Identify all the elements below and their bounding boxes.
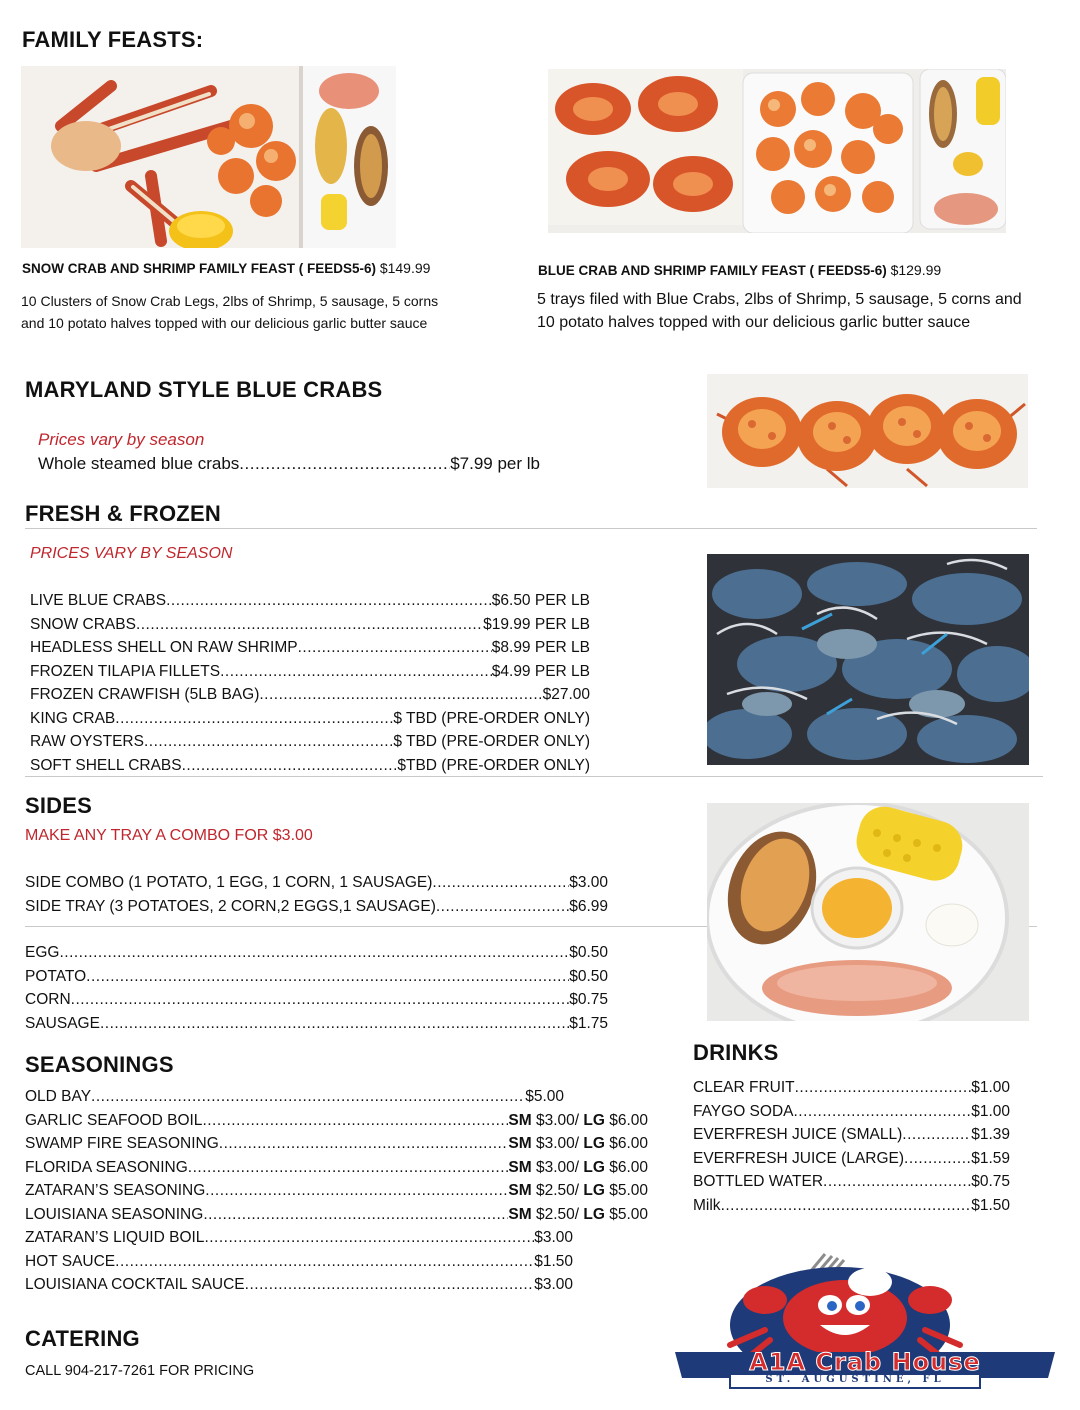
item-name: SNOW CRABS [30,615,136,633]
seasoning-row [25,1112,648,1130]
item-name: LIVE BLUE CRABS [30,592,167,609]
seasoning-row [25,1182,648,1200]
seasoning-row [25,1206,648,1224]
dot-leader [144,733,393,751]
dot-leader [795,1079,972,1097]
drink-row [693,1150,1010,1168]
blue-feast-title [538,262,941,278]
item-name: FROZEN CRAWFISH (5LB BAG) [30,686,260,703]
snow-feast-title [22,260,430,276]
fresh-frozen-heading: FRESH & FROZEN [25,501,221,526]
divider [25,776,1043,777]
item-name: POTATO [25,967,87,985]
a1a-crab-house-logo [670,1250,1060,1390]
small-price: $3.00/ [531,1158,584,1176]
item-price: $4.99 PER LB [491,662,590,680]
item-name: HEADLESS SHELL ON RAW SHRIMP [30,639,298,656]
seasonings-heading: SEASONINGS [25,1052,174,1077]
item-price: $0.50 [569,967,608,985]
dot-leader [59,944,569,962]
dot-leader [794,1103,972,1121]
size-small-label: SM [508,1205,532,1223]
steamed-blue-crabs-photo [707,374,1028,488]
snow-feast-desc-line2: and 10 potato halves topped with our delicious garlic butter sauce [21,315,428,331]
dot-leader [91,1088,525,1106]
size-large-label: LG [583,1135,605,1152]
side-combo-row [25,898,608,916]
item-price: $ TBD (PRE-ORDER ONLY) [393,733,590,750]
side-combo-row [25,874,608,892]
small-price: $2.50/ [531,1182,584,1199]
size-small-label: SM [508,1182,532,1199]
item-name: GARLIC SEAFOOD BOIL [25,1111,203,1129]
item-price: $ TBD (PRE-ORDER ONLY) [393,709,590,727]
item-price: $3.00 [534,1276,573,1293]
item-name: CORN [25,991,71,1008]
fresh-item-row [30,616,590,634]
dot-leader [202,1112,508,1130]
snow-crab-feast-photo [21,66,396,248]
dot-leader [432,874,569,892]
dot-leader [182,757,398,775]
side-item-row [25,944,608,962]
item-name: LOUISIANA SEASONING [25,1205,204,1223]
fresh-item-row [30,686,590,704]
catering-note: CALL 904-217-7261 FOR PRICING [25,1363,255,1379]
item-price: $1.00 [971,1102,1010,1120]
item-name: EVERFRESH JUICE (LARGE) [693,1149,905,1167]
fresh-price-note: PRICES VARY BY SEASON [30,545,233,562]
maryland-item-name: Whole steamed blue crabs [38,454,240,473]
maryland-item-row [38,454,540,474]
dot-leader [259,686,542,704]
item-name: HOT SAUCE [25,1252,116,1270]
side-item-row [25,1015,608,1033]
dot-leader [902,1126,971,1144]
small-price: $3.00/ [531,1135,584,1152]
item-name: OLD BAY [25,1088,92,1105]
dot-leader [100,1015,569,1033]
item-name: FROZEN TILAPIA FILLETS [30,662,221,680]
size-large-label: LG [583,1205,605,1223]
blue-feast-price: $129.99 [890,262,942,278]
blue-feast-description [537,288,1022,334]
item-price: $1.59 [971,1149,1010,1167]
drink-row [693,1126,1010,1144]
blue-feast-title-text: BLUE CRAB AND SHRIMP FAMILY FEAST ( FEEDS5-6) [538,263,887,278]
fresh-item-row [30,663,590,681]
drink-row [693,1197,1010,1215]
size-large-label: LG [583,1111,605,1129]
fresh-item-row [30,733,590,751]
item-name: EGG [25,944,60,961]
item-price: $TBD (PRE-ORDER ONLY) [397,756,590,774]
item-name: FLORIDA SEASONING [25,1158,188,1176]
dot-leader [115,710,393,728]
item-price [508,1206,648,1224]
sides-heading: SIDES [25,793,93,818]
size-small-label: SM [508,1135,532,1152]
large-price: $5.00 [604,1205,648,1223]
item-name: Milk [693,1196,721,1214]
size-small-label: SM [508,1158,532,1176]
seasoning-row [25,1159,648,1177]
seasoning-row [25,1229,573,1247]
dot-leader [721,1197,972,1215]
seasoning-row [25,1088,564,1106]
side-item-row [25,991,608,1009]
size-large-label: LG [583,1158,605,1176]
drink-row [693,1173,1010,1191]
live-blue-crabs-photo [707,554,1029,765]
dot-leader [245,1276,535,1294]
divider [25,528,1037,529]
item-price: $5.00 [525,1088,564,1105]
sides-tray-photo [707,803,1029,1021]
snow-feast-title-text: SNOW CRAB AND SHRIMP FAMILY FEAST ( FEEDS5-6) [22,261,377,276]
item-name: ZATARAN’S LIQUID BOIL [25,1229,205,1246]
fresh-item-row [30,757,590,775]
item-name: LOUISIANA COCKTAIL SAUCE [25,1276,245,1293]
item-price [508,1159,648,1177]
item-price: $1.75 [569,1014,608,1032]
item-price [508,1135,648,1153]
item-name: CLEAR FRUIT [693,1079,795,1096]
item-price: $3.00 [534,1229,573,1246]
fresh-item-row [30,710,590,728]
seasoning-row [25,1276,573,1294]
blue-feast-desc-line1: 5 trays filed with Blue Crabs, 2lbs of Shrimp, 5 sausage, 5 corns and [537,291,1022,308]
dot-leader [298,639,492,657]
item-price: $0.75 [569,991,608,1008]
snow-feast-desc-line1: 10 Clusters of Snow Crab Legs, 2lbs of Shrimp, 5 sausage, 5 corns [21,293,439,309]
item-name: SIDE COMBO (1 POTATO, 1 EGG, 1 CORN, 1 SAUSAGE) [25,874,433,891]
dot-leader [220,663,492,681]
item-price: $1.39 [971,1126,1010,1143]
snow-feast-price: $149.99 [379,260,431,276]
fresh-item-row [30,639,590,657]
blue-feast-desc-line2: 10 potato halves topped with our delicious garlic butter sauce [537,314,971,331]
large-price: $6.00 [604,1111,648,1129]
dot-leader [71,991,570,1009]
item-price: $1.50 [534,1252,573,1270]
item-name: SOFT SHELL CRABS [30,756,182,774]
item-price: $0.75 [971,1173,1010,1190]
drink-row [693,1079,1010,1097]
item-name: SWAMP FIRE SEASONING [25,1135,219,1152]
dot-leader [188,1159,509,1177]
item-name: SAUSAGE [25,1014,100,1032]
item-price: $8.99 PER LB [491,639,590,656]
maryland-item-price: $7.99 per lb [450,454,540,473]
dot-leader [239,454,450,474]
item-name: RAW OYSTERS [30,733,144,750]
maryland-heading: MARYLAND STYLE BLUE CRABS [25,377,383,402]
large-price: $6.00 [604,1135,648,1152]
item-name: FAYGO SODA [693,1102,794,1120]
item-price: $6.99 [569,897,608,915]
sides-combo-note: MAKE ANY TRAY A COMBO FOR $3.00 [25,827,313,844]
dot-leader [436,898,569,916]
item-price [508,1112,648,1130]
item-price: $27.00 [542,686,590,703]
size-small-label: SM [508,1111,532,1129]
item-name: SIDE TRAY (3 POTATOES, 2 CORN,2 EGGS,1 SAUSAGE) [25,897,436,915]
item-name: ZATARAN’S SEASONING [25,1182,206,1199]
dot-leader [219,1135,509,1153]
dot-leader [136,616,483,634]
dot-leader [904,1150,971,1168]
small-price: $3.00/ [531,1111,584,1129]
large-price: $6.00 [604,1158,648,1176]
item-price: $3.00 [569,874,608,891]
item-price [508,1182,648,1200]
side-item-row [25,968,608,986]
item-price: $1.00 [971,1079,1010,1096]
dot-leader [115,1253,534,1271]
item-price: $1.50 [971,1196,1010,1214]
item-name: KING CRAB [30,709,116,727]
item-price: $0.50 [569,944,608,961]
drinks-heading: DRINKS [693,1040,779,1065]
item-name: BOTTLED WATER [693,1173,824,1190]
small-price: $2.50/ [531,1205,584,1223]
size-large-label: LG [583,1182,605,1199]
item-price: $6.50 PER LB [491,592,590,609]
dot-leader [204,1229,534,1247]
drink-row [693,1103,1010,1121]
snow-feast-description [21,290,438,334]
large-price: $5.00 [604,1182,648,1199]
dot-leader [823,1173,971,1191]
seasoning-row [25,1135,648,1153]
logo-subtitle: ST. AUGUSTINE, FL [765,1374,945,1385]
family-feasts-heading: FAMILY FEASTS: [22,27,204,52]
item-name: EVERFRESH JUICE (SMALL) [693,1126,903,1143]
dot-leader [166,592,492,610]
blue-crab-feast-photo [548,69,1006,233]
maryland-price-note: Prices vary by season [38,430,205,449]
fresh-item-row [30,592,590,610]
seasoning-row [25,1253,573,1271]
logo-name: A1A Crab House [749,1348,981,1376]
catering-heading: CATERING [25,1326,140,1351]
dot-leader [86,968,569,986]
dot-leader [205,1182,508,1200]
dot-leader [203,1206,508,1224]
item-price: $19.99 PER LB [483,615,590,633]
